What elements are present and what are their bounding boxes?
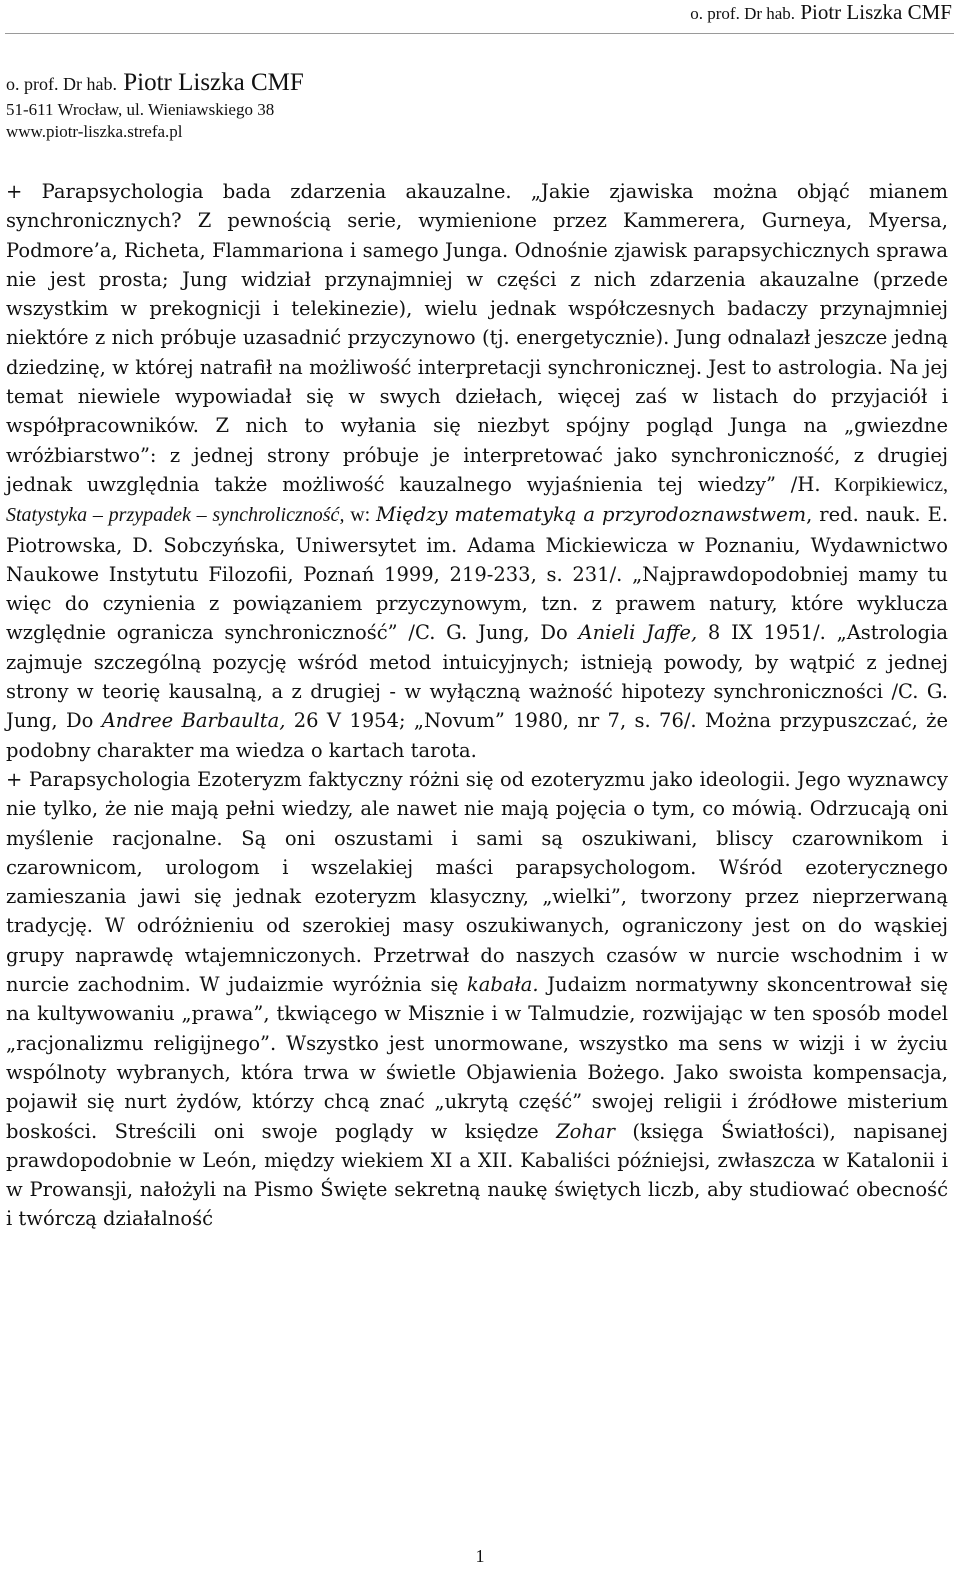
paragraph-2 — [6, 765, 948, 1234]
citation-title: Statystyka – przypadek – synchroliczność, — [6, 504, 345, 527]
author-title-prefix: o. prof. Dr hab. — [6, 74, 117, 94]
paragraph-2-text-a: + Parapsychologia Ezoteryzm faktyczny różni się od ezoteryzmu jako ideologii. Jego wyznawcy nie tylko, że nie mają pełni wiedzy, ale nawet nie mają pojęcia o tym, co mówią. Odrzucają oni myślenie racjonalne. Są oni oszustami i sami są oszukiwani, bliscy czarownikom i czarownicom, urologom i wszelakiej maści parapsychologom. Wśród ezoterycznego zamieszania jawi się jednak ezoteryzm klasyczny, „wielki”, tworzony przez nieprzerwaną tradycję. W odróżnieniu od szerokiej masy oszukiwanych, ograniczony jest on do wąskiej grupy naprawdę wtajemniczonych. Przetrwał do naszych czasów w nurcie wschodnim i w nurcie zachodnim. W judaizmie wyróżnia się — [6, 767, 948, 997]
citation-book-title: Między matematyką a przyrodoznawstwem — [376, 503, 807, 527]
main-text — [6, 177, 948, 1234]
header-title-prefix: o. prof. Dr hab. — [690, 4, 796, 23]
paragraph-1-text-a: + Parapsychologia bada zdarzenia akauzalne. „Jakie zjawiska można objąć mianem synchronicznych? Z pewnością serie, wymienione przez Kammerera, Gurneya, Myersa, Podmore’a, Richeta, Flammariona i samego Junga. Odnośnie zjawisk parapsychicznych sprawa nie jest prosta; Jung widział przynajmniej w części z nich zdarzenia akauzalne (przede wszystkim w prekognicji i telekinezie), wielu jednak współczesnych badaczy przynajmniej niektóre z nich próbuje uzasadnić przyczynowo (tj. energetycznie). Jung odnalazł jeszcze jedną dziedzinę, w której natrafił na możliwość interpretacji synchronicznej. Jest to astrologia. Na jej temat niewiele wypowiadał się w swych dziełach, więcej zaś w listach do przyjaciół i współpracowników. Z nich to wyłania się niezbyt spójny pogląd Junga na „gwiezdne wróżbiarstwo”: z jednej strony próbuje je interpretować jako synchroniczność, z drugiej jednak uwzględnia także możliwość kauzalnego wyjaśnienia tej wiedzy” /H. — [6, 180, 948, 496]
citation-in: w: — [344, 504, 377, 527]
term-kabala: kabała. — [466, 973, 539, 997]
author-website-link[interactable]: www.piotr-liszka.strefa.pl — [6, 122, 183, 141]
page-number: 1 — [475, 1546, 485, 1566]
header-author-name: Piotr Liszka CMF — [800, 0, 952, 24]
letter-recipient-2: Andree Barbaulta, — [101, 709, 286, 733]
paragraph-1-text-b: , red. nauk. E. Piotrowska, D. Sobczyńska, Uniwersytet im. Adama Mickiewicza w Poznaniu, Wydawnictwo Naukowe Instytutu Filozofii, Poznań 1999, 219-233, s. 231/. „Najprawdopodobniej mamy tu więc do czynienia z powiązaniem przyczynowym, tzn. z prawem natury, które wyklucza względnie ogranicza synchroniczność” /C. G. Jung, Do — [6, 503, 949, 645]
author-name-line — [6, 68, 304, 99]
header-rule — [5, 33, 954, 34]
author-block — [6, 68, 304, 143]
paragraph-1-text-c: 8 IX 1951/. „Astrologia zajmuje szczególną pozycję wśród metod intuicyjnych; istnieją powody, by wątpić z jednej strony w teorię kausalną, a z drugiej - w wyłączną ważność hipotezy synchroniczności /C. G. Jung, Do — [6, 621, 949, 733]
paragraph-2-text-c: (księga Światłości), napisanej prawdopodobnie w León, między wiekiem XI a XII. Kabaliści późniejsi, zwłaszcza w Katalonii i w Prowansji, nałożyli na Pismo Święte sekretną naukę świętych liczb, aby studiować obecność i twórczą działalność — [6, 1119, 948, 1231]
citation-author: Korpikiewicz, — [820, 473, 948, 496]
author-address: 51-611 Wrocław, ul. Wieniawskiego 38 — [6, 100, 275, 119]
paragraph-2-text-b: Judaizm normatywny skoncentrował się na kultywowaniu „prawa”, tkwiącego w Misznie i w Talmudzie, rozwijając w ten sposób model „racjonalizmu religijnego”. Wszystko jest unormowane, wszystko ma sens w wizji i w życiu wspólnoty wybranych, która trwa w świetle Objawienia Bożego. Jako swoista kompensacja, pojawił się nurt żydów, którzy chcą znać „ukrytą część” swojej religii i źródłowe misterium boskości. Streścili oni swoje poglądy w księdze — [6, 973, 948, 1143]
author-name: Piotr Liszka CMF — [123, 69, 304, 96]
paragraph-1 — [6, 177, 948, 765]
running-header — [690, 0, 952, 25]
paragraph-1-text-d: 26 V 1954; „Novum” 1980, nr 7, s. 76/. Można przypuszczać, że podobny charakter ma wiedza o kartach tarota. — [6, 709, 948, 762]
term-zohar: Zohar — [556, 1119, 615, 1143]
letter-recipient-1: Anieli Jaffe, — [578, 621, 698, 645]
